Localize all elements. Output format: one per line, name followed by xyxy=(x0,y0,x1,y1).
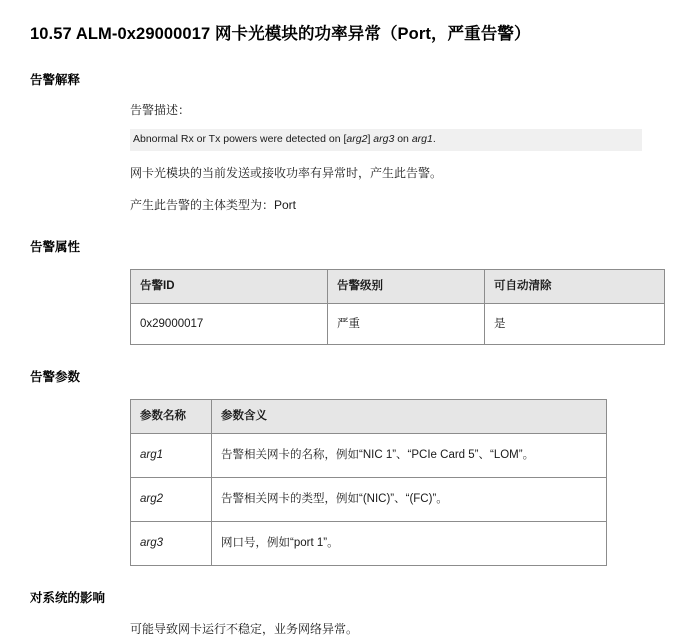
alarm-description-label: 告警描述： xyxy=(130,102,191,117)
section-heading-explanation: 告警解释 xyxy=(30,72,81,87)
cell-param-name: arg1 xyxy=(131,434,212,478)
explanation-body xyxy=(130,101,642,215)
impact-body xyxy=(130,620,642,639)
alarm-description-code: Abnormal Rx or Tx powers were detected on [arg2] arg3 on arg1. xyxy=(130,129,642,151)
explanation-paragraph: 网卡光模块的当前发送或接收功率有异常时，产生此告警。 xyxy=(130,165,443,180)
table-row xyxy=(131,434,607,478)
code-arg-arg2: arg2 xyxy=(346,132,368,145)
cell-param-meaning: 告警相关网卡的类型，例如“(NIC)”、“(FC)”。 xyxy=(212,478,607,522)
attributes-body xyxy=(130,269,642,345)
column-header-alarm-id: 告警ID xyxy=(131,269,328,303)
cell-auto-clear: 是 xyxy=(485,304,665,345)
table-row xyxy=(131,522,607,566)
column-header-auto-clear: 可自动清除 xyxy=(485,269,665,303)
impact-paragraph: 可能导致网卡运行不稳定，业务网络异常。 xyxy=(130,622,359,637)
cell-alarm-id: 0x29000017 xyxy=(131,304,328,345)
page-title: 10.57 ALM-0x29000017 网卡光模块的功率异常（Port，严重告警） xyxy=(30,25,531,43)
code-arg-arg1: arg1 xyxy=(411,132,433,145)
cell-param-meaning: 网口号，例如“port 1”。 xyxy=(212,522,607,566)
explanation-subject: 产生此告警的主体类型为：Port xyxy=(130,197,297,212)
table-header-row xyxy=(131,269,665,303)
section-heading-impact: 对系统的影响 xyxy=(30,591,106,606)
code-mid2: on xyxy=(394,132,412,145)
table-row xyxy=(131,304,665,345)
cell-param-meaning: 告警相关网卡的名称，例如“NIC 1”、“PCIe Card 5”、“LOM”。 xyxy=(212,434,607,478)
cell-param-name: arg2 xyxy=(131,478,212,522)
alarm-parameters-table xyxy=(130,399,607,566)
table-header-row xyxy=(131,400,607,434)
cell-alarm-severity: 严重 xyxy=(328,304,485,345)
parameters-body xyxy=(130,399,642,566)
alarm-attributes-table xyxy=(130,269,665,345)
code-arg-arg3: arg3 xyxy=(373,132,395,145)
code-prefix: Abnormal Rx or Tx powers were detected on xyxy=(133,132,344,145)
section-heading-parameters: 告警参数 xyxy=(30,370,81,385)
column-header-param-name: 参数名称 xyxy=(131,400,212,434)
column-header-alarm-severity: 告警级别 xyxy=(328,269,485,303)
section-heading-attributes: 告警属性 xyxy=(30,239,81,254)
code-suffix: . xyxy=(432,132,436,145)
column-header-param-meaning: 参数含义 xyxy=(212,400,607,434)
cell-param-name: arg3 xyxy=(131,522,212,566)
table-row xyxy=(131,478,607,522)
